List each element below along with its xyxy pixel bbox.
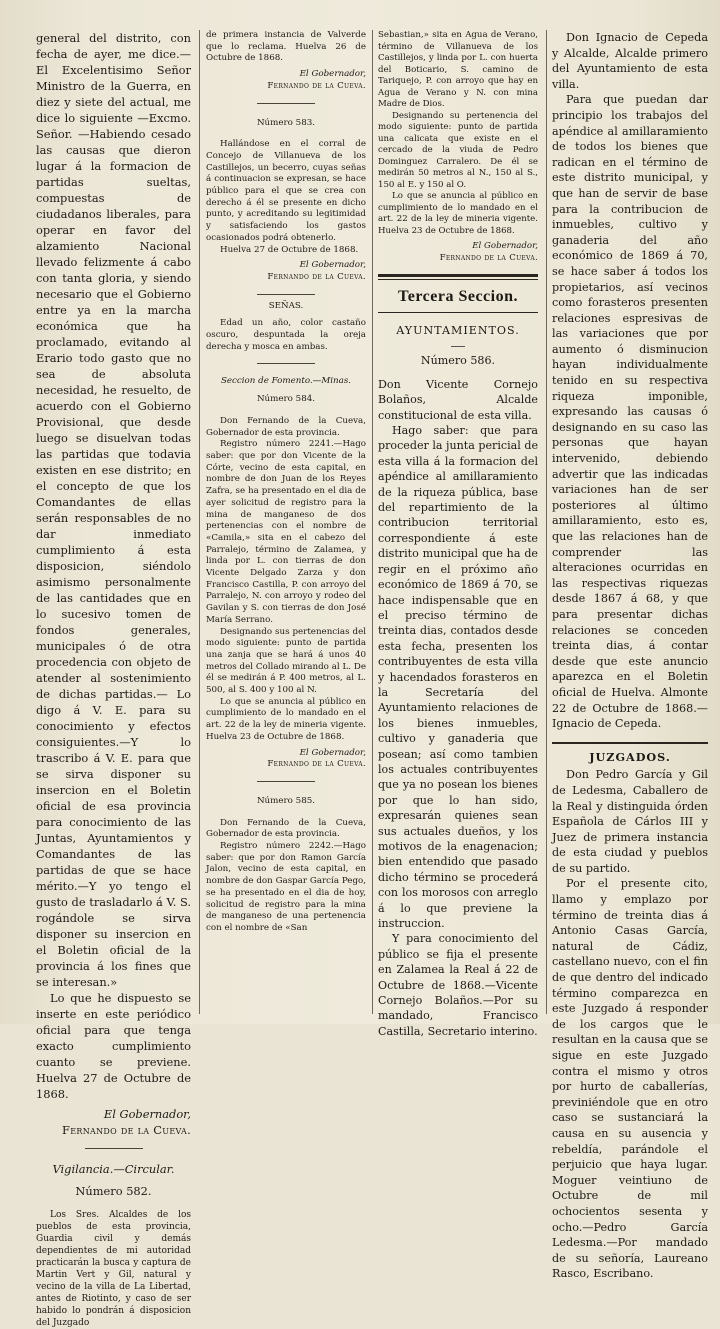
notice-text: Los Sres. Alcaldes de los pueblos de esta provincia, Guardia civil y demás dependientes de mi autoridad practicarán la busca y captura de Martin Vert y Gil, natural y vecino de la villa de La Libertad, antes de Riotinto, y caso de ser habido lo pondrán á disposicion del Juzgado xyxy=(36,1210,191,1328)
section-rule xyxy=(552,742,708,744)
notice-number: Número 584. xyxy=(256,394,316,405)
section-heading: Seccion de Fomento.—Minas. xyxy=(220,376,352,387)
notice-text: Por el presente cito, llamo y emplazo por término de treinta dias á Antonio Casas García, natural de Cádiz, castellano nuevo, con el fin de que dentro del indicado término comparezca en este Juzgado á responder de los cargos que le resultan en la causa que se sigue en este Juzgado contra el mismo y otros por hurto de caballerías, previniéndole que en otro caso se sustanciará la causa en su ausencia y rebeldía, parándole el perjuicio que haya lugar. Moguer veintiuno de Octubre de mil ochocientos sesenta y ocho.—Pedro García Ledesma.—Por mandado de su señoría, Laureano Rasco, Escribano. xyxy=(552,877,708,1281)
notice-text: Registro número 2242.—Hago saber: que por don Ramon García Jalon, vecino de esta capital, en nombre de don Gaspar García Pego, se ha presentado en el dia de hoy, solicitud de registro para la mina de manganeso de una pertenencia con el nombre de «San xyxy=(206,841,366,933)
section-rule-top xyxy=(378,274,538,277)
separator-rule xyxy=(257,781,315,782)
signature-title: El Gobernador, xyxy=(472,241,538,251)
notice-text: Hallándose en el corral de Concejo de Villanueva de los Castillejos, un becerro, cuyas señas á continuacion se expresan, se hace público para el que se crea con derecho á él se presente en dicho punto, y acreditando su legitimidad y satisfaciendo los gastos ocasionados podrá obtenerlo. xyxy=(206,139,366,243)
notice-continuation: de primera instancia de Valverde que lo reclama. Huelva 26 de Octubre de 1868. xyxy=(206,30,366,64)
juzgados-heading: JUZGADOS. xyxy=(589,749,671,764)
notice-number: Número 582. xyxy=(75,1184,152,1198)
notice-intro: Don Ignacio de Cepeda y Alcalde, Alcalde primero del Ayuntamiento de esta villa. xyxy=(552,31,708,91)
separator-rule xyxy=(257,103,315,104)
separator-rule xyxy=(257,363,315,364)
senas-heading: SEÑAS. xyxy=(268,300,304,311)
notice-intro: Don Vicente Cornejo Bolaños, Alcalde constitucional de esta villa. xyxy=(378,377,538,422)
notice-intro: Don Fernando de la Cueva, Gobernador de esta provincia. xyxy=(206,817,366,840)
column-3 xyxy=(378,30,539,1038)
notice-intro: Don Fernando de la Cueva, Gobernador de esta provincia. xyxy=(206,415,366,438)
notice-intro: Don Pedro García y Gil de Ledesma, Caballero de la Real y distinguida órden Española de Cárlos III y Juez de primera instancia de esta ciudad y pueblos de su partido. xyxy=(552,768,708,875)
notice-text: Designando su pertenencia del modo siguiente: punto de partida una calicata que existe en el cercado de la viuda de Pedro Dominguez Carralero. De él se medirán 50 metros al N., 150 al S., 150 al E. y 150 al O. xyxy=(378,110,538,190)
circular-text: general del distrito, con fecha de ayer, me dice.—El Excelentisimo Señor Ministro de la Guerra, en diez y siete del actual, me dice lo siguiente —Excmo. Señor. —Habiendo cesado las causas que dieron lugar á la formacion de partidas sueltas, compuestas de ciudadanos liberales, para operar en favor del alzamiento Nacional llevado felizmente á cabo con tanta gloria, y siendo necesario que el Gobierno entre ya en la marcha económica que ha proclamado, evitando al Erario todo gasto que no sea de absoluta necesidad, he resuelto, de acuerdo con el Gobierno Provisional, que desde luego se disuelvan todas las partidas que todavia existen en ese distrito; en el concepto de que los Comandantes de ellas serán responsables de no dar inmediato cumplimiento á esta disposicion, siéndolo asimismo personalmente de las cantidades que en lo sucesivo tomen de fondos generales, municipales ó de otra procedencia con objeto de atender al sostenimiento de dichas partidas.— Lo digo á V. E. para su conocimiento y efectos consiguientes.—Y lo trascribo á V. E. para que se sirva disponer su insercion en el Boletin oficial de esa provincia para conocimiento de las Juntas, Ayuntamientos y Comandantes de las partidas de que se hace mérito.—Y yo tengo el gusto de trasladarlo á V. S. rogándole se sirva disponer su insercion en el Boletin oficial de la provincia á los fines que se interesan.» xyxy=(36,31,191,989)
signature-name: Fernando de la Cueva. xyxy=(267,759,366,770)
notice-text: Y para conocimiento del público se fija el presente en Zalamea la Real á 22 de Octubre de 1868.—Vicente Cornejo Bolaños.—Por su mandado, Francisco Castilla, Secretario interino. xyxy=(378,932,538,1038)
column-4 xyxy=(552,30,708,1281)
signature-name: Fernando de la Cueva. xyxy=(267,271,366,282)
notice-number: Número 586. xyxy=(420,354,496,368)
notice-text: Designando sus pertenencias del modo siguiente: punto de partida una zanja que se hará á unos 40 metros del Collado mirando al L. De él se medirán á P. 400 metros, al L. 500, al S. 400 y 100 al N. xyxy=(206,626,366,696)
notice-text: Lo que se anuncia al público en cumplimiento de lo mandado en el art. 22 de la ley de mineria vigente. Huelva 23 de Octubre de 1868. xyxy=(206,696,366,742)
notice-text: Lo que se anuncia al público en cumplimiento de lo mandado en el art. 22 de la ley de mineria vigente. Huelva 23 de Octubre de 1868. xyxy=(378,191,538,236)
signature-name: Fernando de la Cueva. xyxy=(439,252,538,263)
section-rule-bottom xyxy=(378,312,538,313)
notice-continuation: Sebastian,» sita en Agua de Verano, término de Villanueva de los Castillejos, y linda por L. con huerta del Boticario, S. camino de Tariquejo, P. con arroyo que hay en Agua de Verano y N. con mina Madre de Dios. xyxy=(378,30,538,109)
section-title: Tercera Seccion. xyxy=(398,288,518,305)
separator-rule xyxy=(257,294,315,295)
separator-rule xyxy=(451,346,465,347)
signature-name: Fernando de la Cueva. xyxy=(62,1123,191,1137)
signature-name: Fernando de la Cueva. xyxy=(267,80,366,91)
signature-title: El Gobernador, xyxy=(103,1107,191,1121)
section-heading: Vigilancia.—Circular. xyxy=(52,1162,175,1176)
section-rule-top-thin xyxy=(378,279,538,280)
senas-text: Edad un año, color castaño oscuro, despuntada la oreja derecha y mosca en ambas. xyxy=(206,318,366,352)
ayuntamientos-heading: AYUNTAMIENTOS. xyxy=(396,324,520,337)
column-2 xyxy=(206,30,366,1016)
column-divider xyxy=(372,30,373,1014)
notice-text: Hago saber: que para proceder la junta pericial de esta villa á la formacion del apéndice al amillaramiento de la riqueza pública, base del repartimiento de la contribucion territorial correspondiente á este distrito municipal que ha de regir en el próximo año económico de 1869 á 70, se hace indispensable que en el preciso término de treinta dias, contados desde esta fecha, presenten los contribuyentes de esta villa y hacendados forasteros en la Secretaría del Ayuntamiento relaciones de los bienes inmuebles, cultivo y ganaderia que posean; así como tambien los actuales contribuyentes que ya no posean los bienes por que lo han sido, expresarán quienes sean sus actuales dueños, y los motivos de la enagenacion; bien entendido que pasado dicho término se procederá con los morosos con arreglo á lo que previene la instruccion. xyxy=(378,424,539,931)
notice-number: Número 583. xyxy=(256,117,316,128)
column-1 xyxy=(36,30,191,1328)
notice-number: Número 585. xyxy=(256,795,316,806)
signature-title: El Gobernador, xyxy=(299,260,366,271)
signature-title: El Gobernador, xyxy=(299,69,366,80)
insertion-note: Lo que he dispuesto se inserte en este periódico oficial para que tenga exacto cumplimiento cuanto se previene. Huelva 27 de Octubre de 1868. xyxy=(36,991,191,1101)
notice-text: Registro número 2241.—Hago saber: que por don Vicente de la Córte, vecino de esta capital, en nombre de don Juan de los Reyes Zafra, se ha presentado en el dia de ayer solicitud de registro para la mina de manganeso de dos pertenencias con el nombre de «Camila,» sita en el cabezo del Parralejo, término de Zalamea, y linda por L. con tierras de don Vicente Delgado Zarza y don Francisco Castilla, P. con arroyo del Parralejo, N. con arroyo y rodeo del Gavilan y S. con tierras de don José María Serrano. xyxy=(206,439,366,625)
column-divider xyxy=(546,30,547,1014)
notice-text: Para que puedan dar principio los trabajos del apéndice al amillaramiento de todos los bienes que radican en el término de este distrito municipal, y que han de servir de base para la contribucion de inmuebles, cultivo y ganaderia del año económico de 1869 á 70, se hace saber á todos los propietarios, así vecinos como forasteros presenten relaciones espresivas de las variaciones que por aumento ó disminucion hayan individualmente tenido en su respectiva riqueza imponible, expresando las causas ó designando en su caso las personas que hayan intervenido, debiendo advertir que las indicadas variaciones han de ser posteriores al último amillaramiento, esto es, que las relaciones han de comprender las alteraciones ocurridas en las respectivas riquezas desde 1867 á 68, y que para presentar dichas relaciones se conceden treinta dias, á contar desde que este anuncio aparezca en el Boletin oficial de Huelva. Almonte 22 de Octubre de 1868.—Ignacio de Cepeda. xyxy=(552,93,708,731)
separator-rule xyxy=(85,1148,143,1149)
signature-title: El Gobernador, xyxy=(299,747,366,758)
notice-date: Huelva 27 de Octubre de 1868. xyxy=(220,244,359,255)
column-divider xyxy=(199,30,200,1014)
